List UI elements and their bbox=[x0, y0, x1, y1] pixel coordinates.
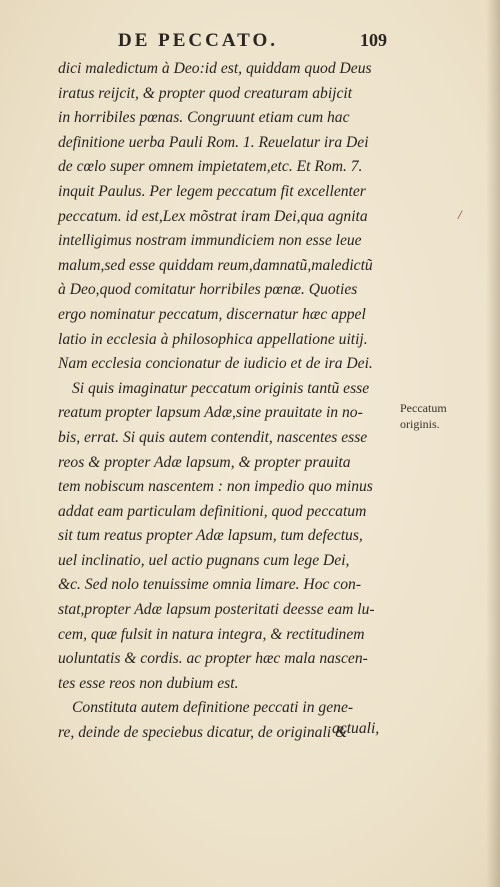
margin-note bbox=[400, 400, 447, 432]
text-line: definitione uerba Pauli Rom. 1. Reuelatur ira Dei bbox=[58, 133, 369, 151]
text-line: stat,propter Adæ lapsum posteritati deesse eam lu- bbox=[58, 601, 375, 619]
margin-note-line: originis. bbox=[400, 417, 440, 431]
text-line: Nam ecclesia concionatur de iudicio et de ira Dei. bbox=[58, 355, 373, 373]
text-line: cem, quæ fulsit in natura integra, & rectitudinem bbox=[58, 625, 365, 643]
body-text bbox=[58, 57, 398, 746]
text-line: peccatum. id est,Lex mõstrat iram Dei,qua agnita bbox=[58, 207, 368, 225]
text-line: &c. Sed nolo tenuissime omnia limare. Hoc con- bbox=[58, 576, 362, 594]
text-line: addat eam particulam definitioni, quod peccatum bbox=[58, 502, 367, 520]
text-line: reatum propter lapsum Adæ,sine prauitate in no- bbox=[58, 404, 363, 422]
text-line: malum,sed esse quiddam reum,damnatũ,maledictũ bbox=[58, 256, 373, 274]
text-line: tes esse reos non dubium est. bbox=[58, 674, 239, 692]
margin-mark: / bbox=[458, 207, 462, 222]
text-line: re, deinde de speciebus dicatur, de originali & bbox=[58, 724, 348, 742]
text-line: à Deo,quod comitatur horribiles pœnæ. Quoties bbox=[58, 281, 358, 299]
text-line: uel inclinatio, uel actio pugnans cum lege Dei, bbox=[58, 551, 350, 569]
text-line: in horribiles pœnas. Congruunt etiam cum hac bbox=[58, 109, 350, 127]
page-number: 109 bbox=[360, 30, 387, 50]
text-line: tem nobiscum nascentem : non impedio quo minus bbox=[58, 478, 373, 496]
catchword: actuali, bbox=[332, 720, 380, 737]
text-line: de cœlo super omnem impietatem,etc. Et Rom. 7. bbox=[58, 158, 363, 176]
text-line: latio in ecclesia à philosophica appellatione uitij. bbox=[58, 330, 368, 348]
text-line: bis, errat. Si quis autem contendit, nascentes esse bbox=[58, 428, 368, 446]
text-line: dici maledictum à Deo:id est, quiddam quod Deus bbox=[58, 60, 372, 77]
text-line: Si quis imaginatur peccatum originis tantũ esse bbox=[72, 379, 370, 397]
text-line: uoluntatis & cordis. ac propter hæc mala nascen- bbox=[58, 650, 368, 668]
text-line: Constituta autem definitione peccati in gene- bbox=[72, 699, 354, 717]
text-line: sit tum reatus propter Adæ lapsum, tum defectus, bbox=[58, 527, 363, 545]
text-line: iratus reijcit, & propter quod creaturam abijcit bbox=[58, 84, 353, 102]
text-line: reos & propter Adæ lapsum, & propter prauita bbox=[58, 453, 351, 471]
text-line: inquit Paulus. Per legem peccatum fit excellenter bbox=[58, 182, 366, 200]
running-head: DE PECCATO. bbox=[118, 30, 279, 51]
text-line: intelligimus nostram immundiciem non esse leue bbox=[58, 232, 362, 250]
margin-note-line: Peccatum bbox=[400, 401, 447, 415]
page-edge-shadow bbox=[486, 0, 500, 887]
text-line: ergo nominatur peccatum, discernatur hæc appel bbox=[58, 305, 366, 323]
